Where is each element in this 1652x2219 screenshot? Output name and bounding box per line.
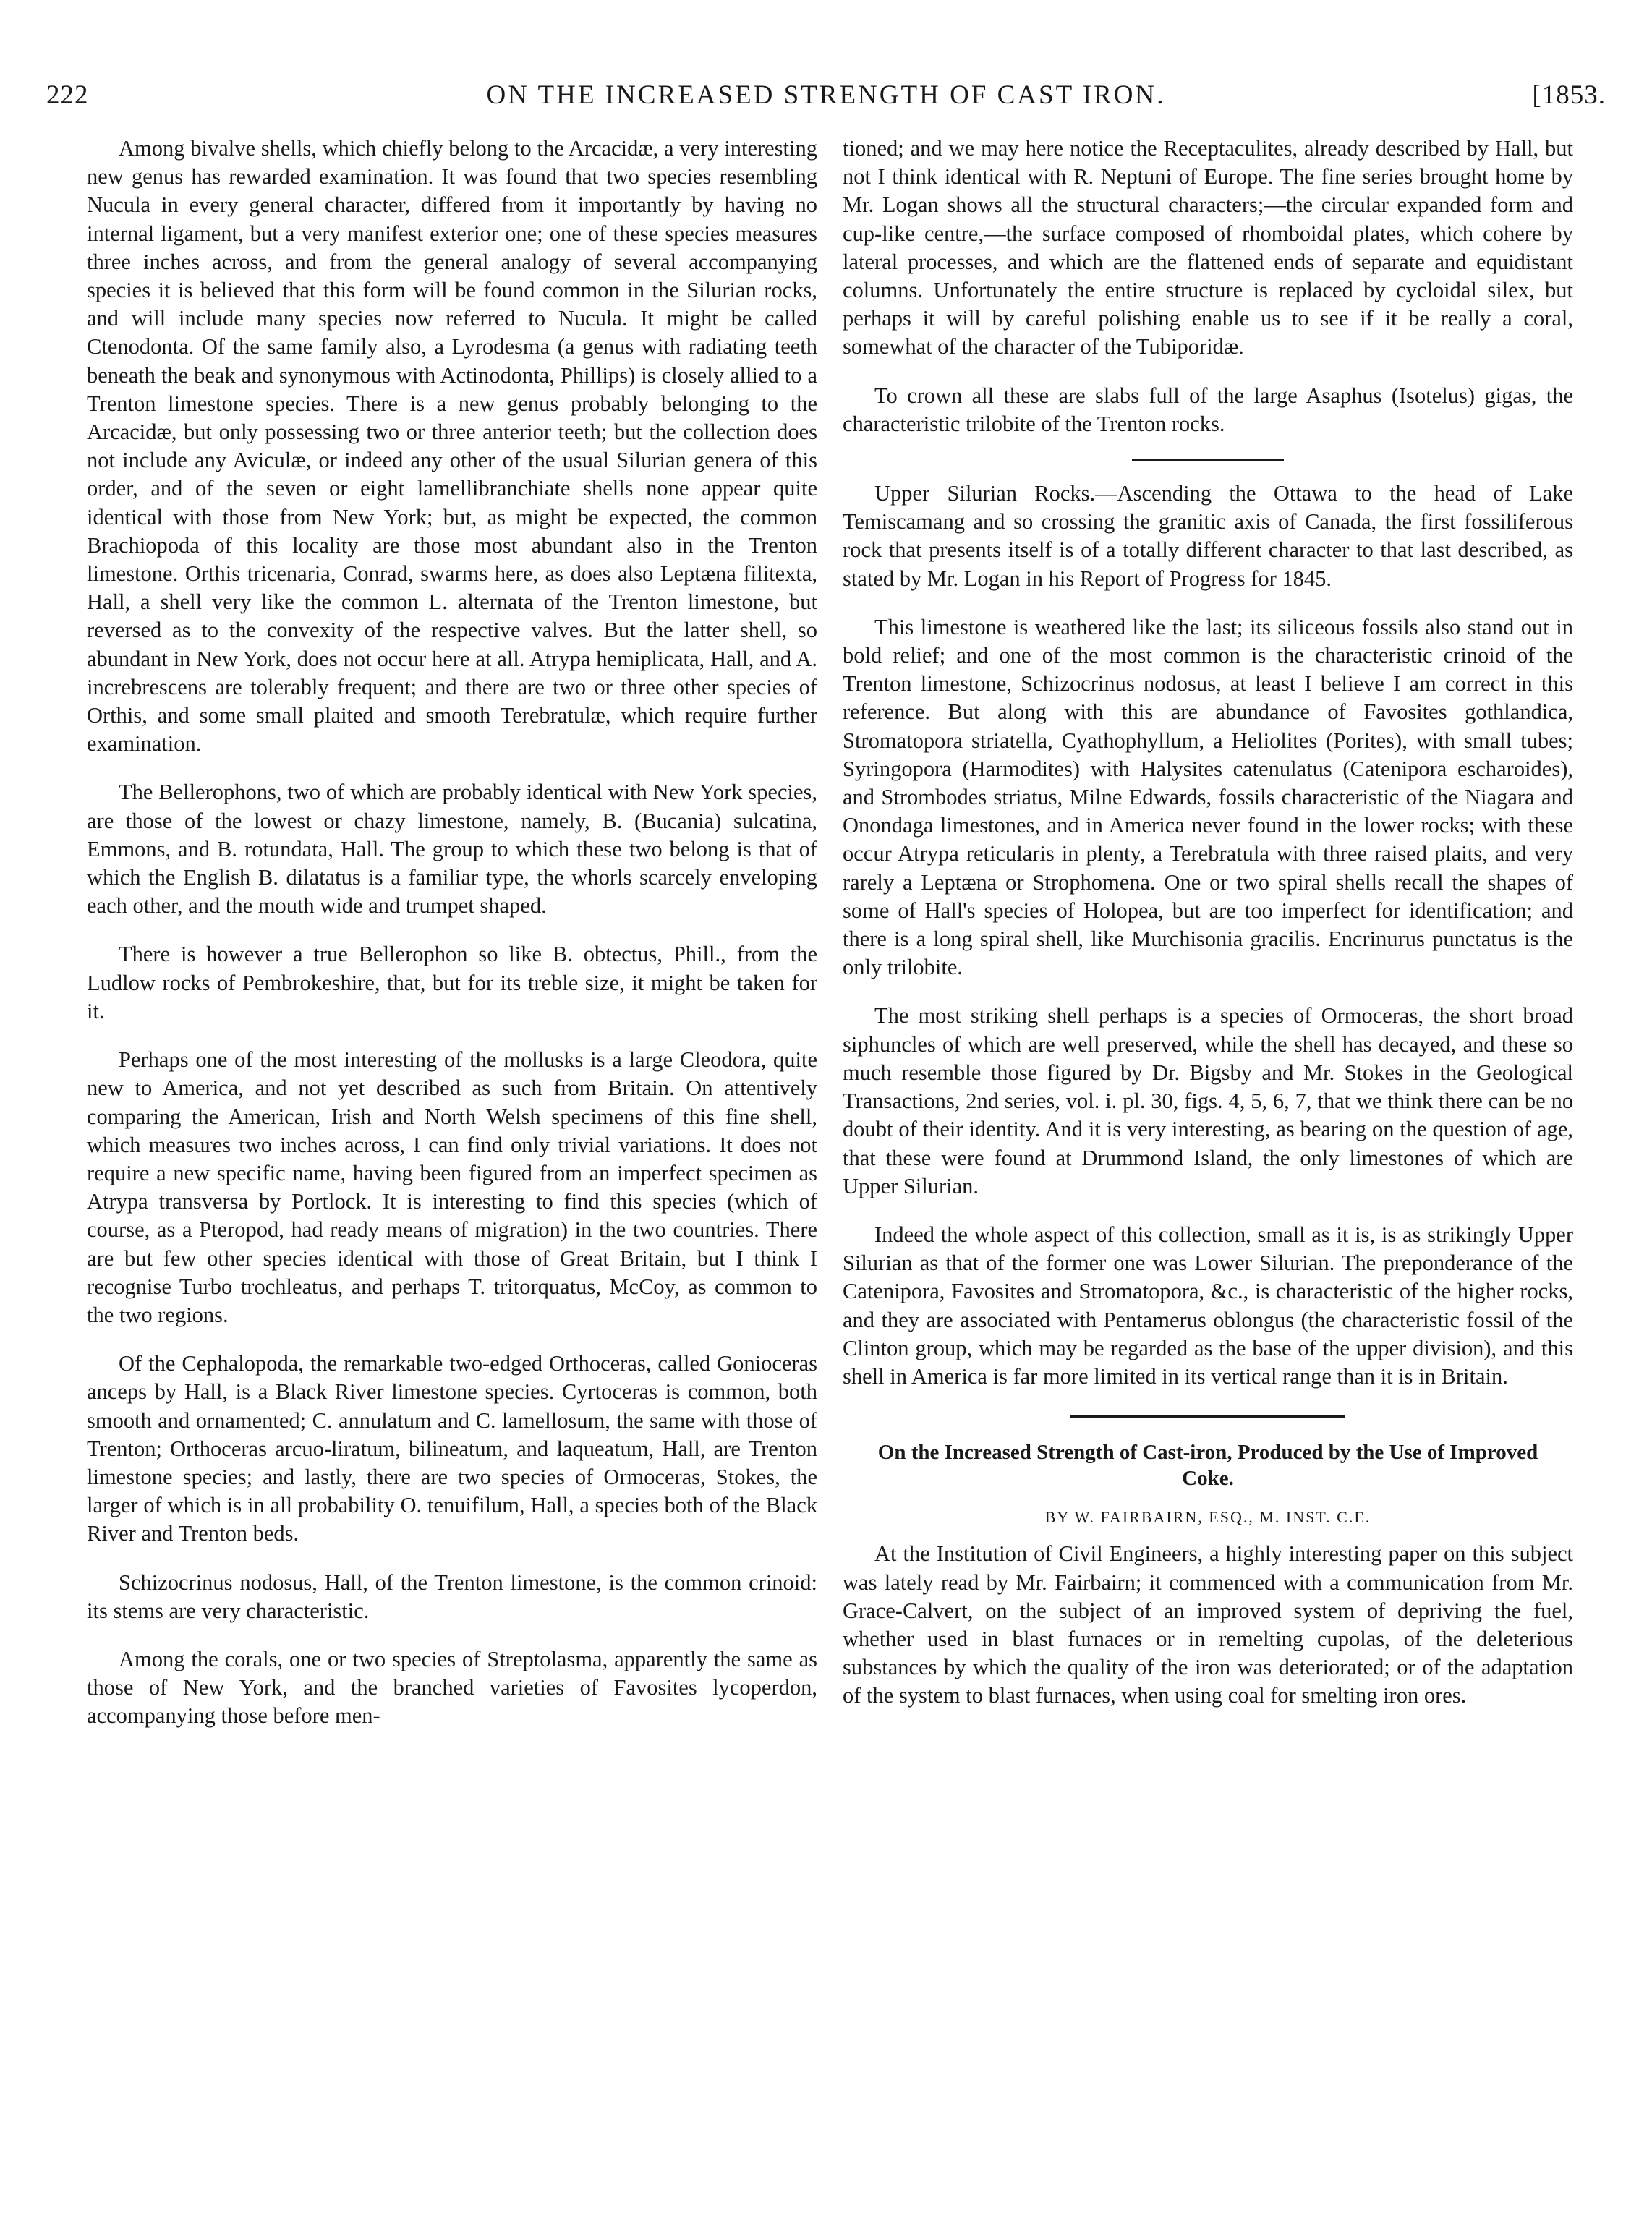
article-byline: BY W. FAIRBAIRN, ESQ., M. INST. C.E. xyxy=(1044,1508,1371,1527)
article-title: On the Increased Strength of Cast-iron, Produced by the Use of Improved Coke. xyxy=(877,1441,1538,1491)
paragraph-receptaculites: tioned; and we may here notice the Receptaculites, already described by Hall, but not I think identical with R. Neptuni of Europe. The fine series brought home by Mr. Logan shows all the structural characters;—the circular expanded form and cup-like centre,—the surface composed of rhomboidal plates, which cohere by lateral processes, and which are the flattened ends of separate and equidistant columns. Unfortunately the entire structure is replaced by cycloidal silex, but perhaps it will by careful polishing enable us to see if it be really a coral, somewhat of the character of the Tubiporidæ. xyxy=(843,136,1573,359)
paragraph-bellerophons: The Bellerophons, two of which are probably identical with New York species, are those of the lowest or chazy limestone, namely, B. (Bucania) sulcatina, Emmons, and B. rotundata, Hall. The group to which these two belong is that of which the English B. dilatatus is a familiar type, the whorls scarcely enveloping each other, and the mouth wide and trumpet shaped. xyxy=(87,780,817,919)
paragraph-article-body: At the Institution of Civil Engineers, a highly interesting paper on this subject was lately read by Mr. Fairbairn; it commenced with a communication from Mr. Grace-Calvert, on the subject of an improved system of depriving the fuel, whether used in blast furnaces or in remelting cupolas, of the deleterious substances by which the quality of the iron was deteriorated; or of the adaptation of the system to blast furnaces, when using coal for smelting iron ores. xyxy=(843,1541,1573,1708)
running-header xyxy=(46,80,1606,123)
year-label: [1853. xyxy=(1532,80,1606,110)
paragraph-schizocrinus: Schizocrinus nodosus, Hall, of the Trenton limestone, is the common crinoid: its stems are very characteristic. xyxy=(87,1570,817,1623)
paragraph-ormoceras: The most striking shell perhaps is a species of Ormoceras, the short broad siphuncles of which are well preserved, while the shell has decayed, and these so much resemble those figured by Dr. Bigsby and Mr. Stokes in the Geological Transactions, 2nd series, vol. i. pl. 30, figs. 4, 5, 6, 7, that we think there can be no doubt of their identity. And it is very interesting, as bearing on the question of age, that these were found at Drummond Island, the only limestones of which are Upper Silurian. xyxy=(843,1003,1573,1198)
right-column xyxy=(843,135,1573,1731)
section-divider xyxy=(1132,459,1284,461)
paragraph-collection-aspect: Indeed the whole aspect of this collection, small as it is, is as strikingly Upper Silurian as that of the former one was Lower Silurian. The preponderance of the Catenipora, Favosites and Stromatopora, &c., is characteristic of the higher rocks, and they are associated with Pentamerus oblongus (the characteristic fossil of the Clinton group, which may be regarded as the base of the upper division), and this shell in America is far more limited in its vertical range than it is in Britain. xyxy=(843,1222,1573,1389)
running-title: ON THE INCREASED STRENGTH OF CAST IRON. xyxy=(486,80,1166,110)
paragraph-upper-silurian: Upper Silurian Rocks.—Ascending the Ottawa to the head of Lake Temiscamang and so crossing the granitic axis of Canada, the first fossiliferous rock that presents itself is of a totally different character to that last described, as stated by Mr. Logan in his Report of Progress for 1845. xyxy=(843,481,1573,591)
paragraph-corals: Among the corals, one or two species of Streptolasma, apparently the same as those of New York, and the branched varieties of Favosites lycoperdon, accompanying those before men- xyxy=(87,1646,817,1729)
paragraph-cephalopoda: Of the Cephalopoda, the remarkable two-edged Orthoceras, called Gonioceras anceps by Hall, is a Black River limestone species. Cyrtoceras is common, both smooth and ornamented; C. annulatum and C. lamellosum, the same with those of Trenton; Orthoceras arcuo-liratum, bilineatum, and laqueatum, Hall, are Trenton limestone species; and lastly, there are two species of Ormoceras, Stokes, the larger of which is in all probability O. tenuifilum, Hall, a species both of the Black River and Trenton beds. xyxy=(87,1351,817,1546)
paragraph-limestone: This limestone is weathered like the last; its siliceous fossils also stand out in bold relief; and one of the most common is the characteristic crinoid of the Trenton limestone, Schizocrinus nodosus, at least I believe I am correct in this reference. But along with this are abundance of Favosites gothlandica, Stromatopora striatella, Cyathophyllum, a Heliolites (Porites), with small tubes; Syringopora (Harmodites) with Halysites catenulatus (Catenipora escharoides), and Strombodes striatus, Milne Edwards, fossils characteristic of the Niagara and Onondaga limestones, and in America never found in the lower rocks; with these occur Atrypa reticularis in plenty, a Terebratula with three raised plaits, and very rarely a Leptæna or Strophomena. One or two spiral shells recall the shapes of some of Hall's species of Holopea, but are too imperfect for identification; and there is a long spiral shell, like Murchisonia gracilis. Encrinurus punctatus is the only trilobite. xyxy=(843,614,1573,980)
article-divider xyxy=(1070,1415,1345,1418)
paragraph-asaphus: To crown all these are slabs full of the large Asaphus (Isotelus) gigas, the characteristic trilobite of the Trenton rocks. xyxy=(843,383,1573,436)
paragraph-cleodora: Perhaps one of the most interesting of the mollusks is a large Cleodora, quite new to America, and not yet described as such from Britain. On attentively comparing the American, Irish and North Welsh specimens of this fine shell, which measures two inches across, I can find only trivial variations. It does not require a new specific name, having been figured from an imperfect specimen as Atrypa transversa by Portlock. It is interesting to find this species (which of course, as a Pteropod, had ready means of migration) in the two countries. There are but few other species identical with those of Great Britain, but I think I recognise Turbo trochleatus, and perhaps T. tritorquatus, McCoy, as common to the two regions. xyxy=(87,1047,817,1327)
paragraph-bivalves: Among bivalve shells, which chiefly belong to the Arcacidæ, a very interesting new genus has rewarded examination. It was found that two species resembling Nucula in every general character, differed from it importantly by having no internal ligament, but a very manifest exterior one; one of these species measures three inches across, and from the general analogy of several accompanying species it is believed that this form will be found common in the Silurian rocks, and will include many species now referred to Nucula. It might be called Ctenodonta. Of the same family also, a Lyrodesma (a genus with radiating teeth beneath the beak and synonymous with Actinodonta, Phillips) is closely allied to a Trenton limestone species. There is a new genus probably belonging to the Arcacidæ, but only possessing two or three anterior teeth; but the collection does not include any Aviculæ, or indeed any other of the usual Silurian genera of this order, and of the seven or eight lamellibranchiate shells none appear quite identical with those from New York; but, as might be expected, the common Brachiopoda of this locality are those most abundant also in the Trenton limestone. Orthis tricenaria, Conrad, swarms here, as does also Leptæna filitexta, Hall, a shell very like the common L. alternata of the Trenton limestone, but reversed as to the convexity of the respective valves. But the latter shell, so abundant in New York, does not occur here at all. Atrypa hemiplicata, Hall, and A. increbrescens are tolerably frequent; and there are two or three other species of Orthis, and some small plaited and smooth Terebratulæ, which require further examination. xyxy=(87,136,817,757)
left-column xyxy=(87,135,817,1751)
paragraph-bellerophon-obtectus: There is however a true Bellerophon so like B. obtectus, Phill., from the Ludlow rocks of Pembrokeshire, that, but for its treble size, it might be taken for it. xyxy=(87,942,817,1023)
page-number: 222 xyxy=(46,80,89,110)
